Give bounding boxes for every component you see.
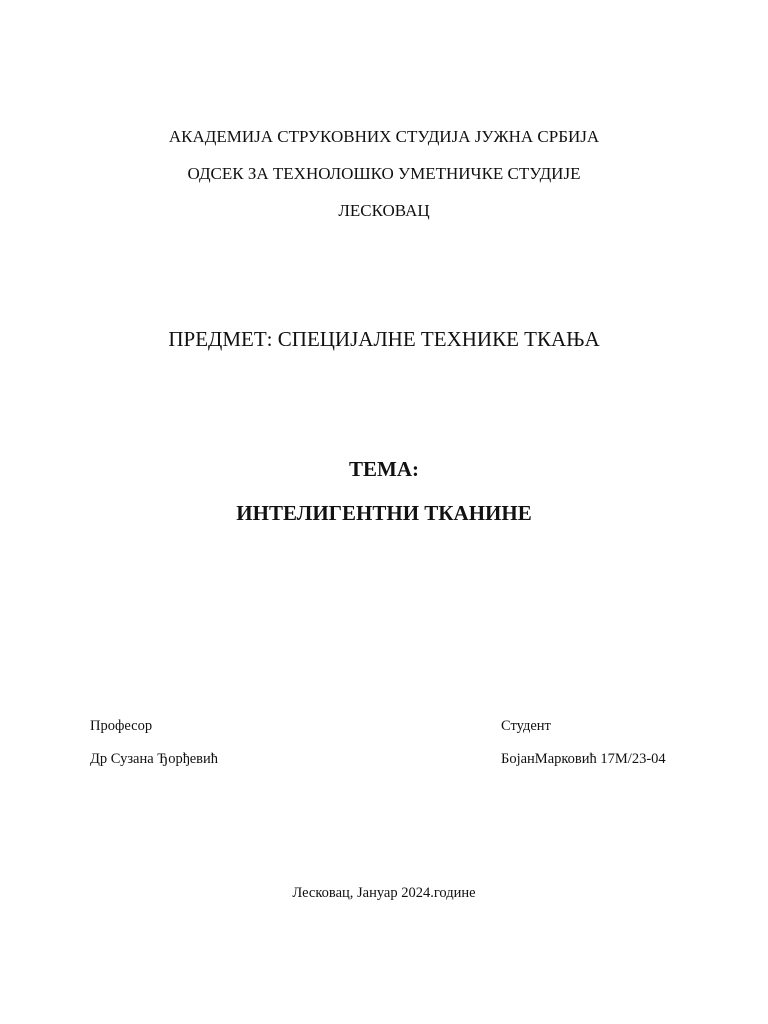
topic-title: ИНТЕЛИГЕНТНИ ТКАНИНЕ <box>236 501 532 525</box>
topic-label: ТЕМА: <box>349 457 419 481</box>
student-label: Студент <box>501 718 551 734</box>
professor-label: Професор <box>90 718 153 734</box>
student-name: БојанМарковић 17М/23-04 <box>501 751 666 767</box>
subject-title: ПРЕДМЕТ: СПЕЦИЈАЛНЕ ТЕХНИКЕ ТКАЊА <box>168 327 600 351</box>
professor-name: Др Сузана Ђорђевић <box>90 751 219 767</box>
department-name: ОДСЕК ЗА ТЕХНОЛОШКО УМЕТНИЧКЕ СТУДИЈЕ <box>187 164 581 183</box>
city-name: ЛЕСКОВАЦ <box>338 201 430 220</box>
institution-name: АКАДЕМИЈА СТРУКОВНИХ СТУДИЈА ЈУЖНА СРБИЈА <box>168 127 600 146</box>
place-date: Лесковац, Јануар 2024.године <box>292 885 476 901</box>
